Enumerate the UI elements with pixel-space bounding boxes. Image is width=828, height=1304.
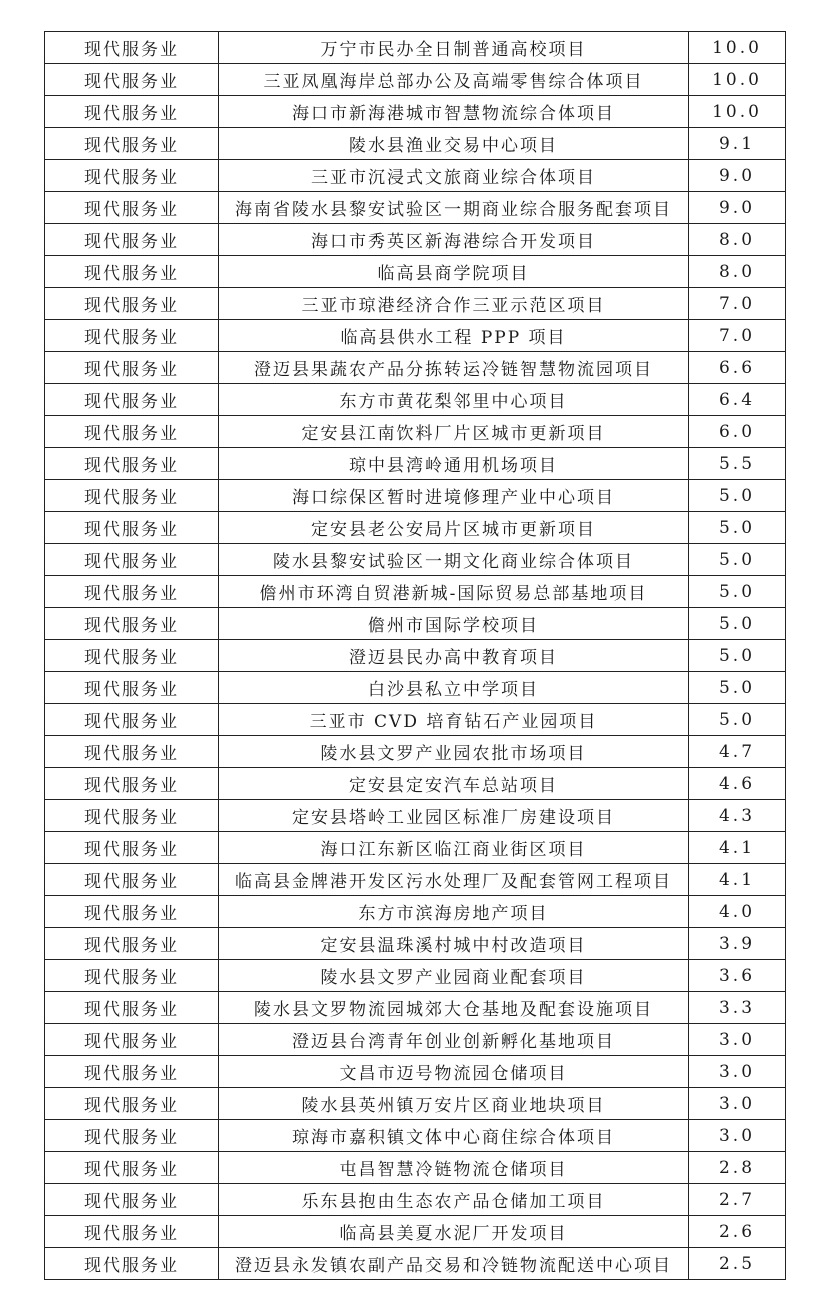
amount-cell: 7.0 — [689, 288, 786, 320]
document-page — [44, 31, 785, 1280]
project-name-cell: 三亚市沉浸式文旅商业综合体项目 — [219, 160, 689, 192]
project-name-cell: 文昌市迈号物流园仓储项目 — [219, 1056, 689, 1088]
table-row — [45, 288, 786, 320]
project-name-cell: 海口江东新区临江商业街区项目 — [219, 832, 689, 864]
project-name-cell: 澄迈县果蔬农产品分拣转运冷链智慧物流园项目 — [219, 352, 689, 384]
table-row — [45, 1248, 786, 1280]
table-row — [45, 704, 786, 736]
category-cell: 现代服务业 — [45, 64, 219, 96]
table-row — [45, 1184, 786, 1216]
category-cell: 现代服务业 — [45, 1088, 219, 1120]
table-row — [45, 160, 786, 192]
project-name-cell: 陵水县文罗产业园商业配套项目 — [219, 960, 689, 992]
table-row — [45, 1216, 786, 1248]
category-cell: 现代服务业 — [45, 1184, 219, 1216]
category-cell: 现代服务业 — [45, 704, 219, 736]
table-row — [45, 864, 786, 896]
table-row — [45, 416, 786, 448]
amount-cell: 3.9 — [689, 928, 786, 960]
category-cell: 现代服务业 — [45, 480, 219, 512]
table-row — [45, 576, 786, 608]
amount-cell: 5.0 — [689, 672, 786, 704]
amount-cell: 5.0 — [689, 480, 786, 512]
amount-cell: 6.4 — [689, 384, 786, 416]
table-row — [45, 96, 786, 128]
amount-cell: 8.0 — [689, 224, 786, 256]
project-name-cell: 陵水县渔业交易中心项目 — [219, 128, 689, 160]
table-row — [45, 1056, 786, 1088]
category-cell: 现代服务业 — [45, 512, 219, 544]
table-row — [45, 192, 786, 224]
table-row — [45, 672, 786, 704]
amount-cell: 9.1 — [689, 128, 786, 160]
amount-cell: 3.0 — [689, 1056, 786, 1088]
table-row — [45, 1024, 786, 1056]
category-cell: 现代服务业 — [45, 864, 219, 896]
table-row — [45, 32, 786, 64]
amount-cell: 10.0 — [689, 64, 786, 96]
project-name-cell: 陵水县黎安试验区一期文化商业综合体项目 — [219, 544, 689, 576]
table-row — [45, 800, 786, 832]
project-name-cell: 乐东县抱由生态农产品仓储加工项目 — [219, 1184, 689, 1216]
category-cell: 现代服务业 — [45, 896, 219, 928]
project-name-cell: 澄迈县民办高中教育项目 — [219, 640, 689, 672]
amount-cell: 4.6 — [689, 768, 786, 800]
amount-cell: 4.1 — [689, 864, 786, 896]
category-cell: 现代服务业 — [45, 672, 219, 704]
project-name-cell: 定安县温珠溪村城中村改造项目 — [219, 928, 689, 960]
amount-cell: 3.6 — [689, 960, 786, 992]
category-cell: 现代服务业 — [45, 1024, 219, 1056]
project-name-cell: 定安县定安汽车总站项目 — [219, 768, 689, 800]
project-name-cell: 三亚市琼港经济合作三亚示范区项目 — [219, 288, 689, 320]
category-cell: 现代服务业 — [45, 800, 219, 832]
category-cell: 现代服务业 — [45, 1056, 219, 1088]
amount-cell: 4.1 — [689, 832, 786, 864]
table-row — [45, 384, 786, 416]
category-cell: 现代服务业 — [45, 288, 219, 320]
category-cell: 现代服务业 — [45, 384, 219, 416]
category-cell: 现代服务业 — [45, 224, 219, 256]
category-cell: 现代服务业 — [45, 32, 219, 64]
project-name-cell: 定安县江南饮料厂片区城市更新项目 — [219, 416, 689, 448]
project-name-cell: 儋州市环湾自贸港新城-国际贸易总部基地项目 — [219, 576, 689, 608]
amount-cell: 4.3 — [689, 800, 786, 832]
category-cell: 现代服务业 — [45, 960, 219, 992]
amount-cell: 10.0 — [689, 96, 786, 128]
project-name-cell: 东方市黄花梨邻里中心项目 — [219, 384, 689, 416]
table-row — [45, 832, 786, 864]
table-row — [45, 512, 786, 544]
category-cell: 现代服务业 — [45, 576, 219, 608]
category-cell: 现代服务业 — [45, 192, 219, 224]
amount-cell: 5.0 — [689, 704, 786, 736]
table-row — [45, 224, 786, 256]
table-row — [45, 928, 786, 960]
amount-cell: 6.0 — [689, 416, 786, 448]
project-name-cell: 澄迈县永发镇农副产品交易和冷链物流配送中心项目 — [219, 1248, 689, 1280]
table-row — [45, 128, 786, 160]
project-name-cell: 琼海市嘉积镇文体中心商住综合体项目 — [219, 1120, 689, 1152]
amount-cell: 5.0 — [689, 608, 786, 640]
project-name-cell: 东方市滨海房地产项目 — [219, 896, 689, 928]
project-name-cell: 海南省陵水县黎安试验区一期商业综合服务配套项目 — [219, 192, 689, 224]
amount-cell: 5.0 — [689, 640, 786, 672]
project-name-cell: 临高县金牌港开发区污水处理厂及配套管网工程项目 — [219, 864, 689, 896]
table-row — [45, 1120, 786, 1152]
table-row — [45, 640, 786, 672]
amount-cell: 2.5 — [689, 1248, 786, 1280]
category-cell: 现代服务业 — [45, 320, 219, 352]
category-cell: 现代服务业 — [45, 992, 219, 1024]
project-name-cell: 陵水县文罗物流园城郊大仓基地及配套设施项目 — [219, 992, 689, 1024]
amount-cell: 5.0 — [689, 512, 786, 544]
table-row — [45, 544, 786, 576]
amount-cell: 3.0 — [689, 1120, 786, 1152]
category-cell: 现代服务业 — [45, 128, 219, 160]
project-name-cell: 临高县商学院项目 — [219, 256, 689, 288]
table-row — [45, 320, 786, 352]
table-row — [45, 608, 786, 640]
amount-cell: 8.0 — [689, 256, 786, 288]
project-name-cell: 陵水县英州镇万安片区商业地块项目 — [219, 1088, 689, 1120]
amount-cell: 3.3 — [689, 992, 786, 1024]
category-cell: 现代服务业 — [45, 416, 219, 448]
table-row — [45, 1152, 786, 1184]
category-cell: 现代服务业 — [45, 1248, 219, 1280]
amount-cell: 10.0 — [689, 32, 786, 64]
table-row — [45, 64, 786, 96]
category-cell: 现代服务业 — [45, 832, 219, 864]
category-cell: 现代服务业 — [45, 256, 219, 288]
category-cell: 现代服务业 — [45, 928, 219, 960]
category-cell: 现代服务业 — [45, 448, 219, 480]
category-cell: 现代服务业 — [45, 1120, 219, 1152]
project-name-cell: 白沙县私立中学项目 — [219, 672, 689, 704]
category-cell: 现代服务业 — [45, 640, 219, 672]
project-name-cell: 琼中县湾岭通用机场项目 — [219, 448, 689, 480]
project-name-cell: 陵水县文罗产业园农批市场项目 — [219, 736, 689, 768]
category-cell: 现代服务业 — [45, 736, 219, 768]
amount-cell: 4.7 — [689, 736, 786, 768]
amount-cell: 2.7 — [689, 1184, 786, 1216]
project-name-cell: 屯昌智慧冷链物流仓储项目 — [219, 1152, 689, 1184]
amount-cell: 9.0 — [689, 160, 786, 192]
amount-cell: 4.0 — [689, 896, 786, 928]
amount-cell: 3.0 — [689, 1024, 786, 1056]
project-name-cell: 三亚市 CVD 培育钻石产业园项目 — [219, 704, 689, 736]
amount-cell: 5.0 — [689, 544, 786, 576]
amount-cell: 5.5 — [689, 448, 786, 480]
category-cell: 现代服务业 — [45, 96, 219, 128]
table-row — [45, 896, 786, 928]
amount-cell: 7.0 — [689, 320, 786, 352]
category-cell: 现代服务业 — [45, 352, 219, 384]
amount-cell: 2.8 — [689, 1152, 786, 1184]
amount-cell: 5.0 — [689, 576, 786, 608]
project-name-cell: 临高县美夏水泥厂开发项目 — [219, 1216, 689, 1248]
amount-cell: 6.6 — [689, 352, 786, 384]
table-row — [45, 736, 786, 768]
project-name-cell: 万宁市民办全日制普通高校项目 — [219, 32, 689, 64]
project-name-cell: 海口市新海港城市智慧物流综合体项目 — [219, 96, 689, 128]
table-row — [45, 256, 786, 288]
table-row — [45, 960, 786, 992]
project-name-cell: 定安县塔岭工业园区标准厂房建设项目 — [219, 800, 689, 832]
category-cell: 现代服务业 — [45, 608, 219, 640]
project-name-cell: 海口综保区暂时进境修理产业中心项目 — [219, 480, 689, 512]
project-name-cell: 儋州市国际学校项目 — [219, 608, 689, 640]
project-name-cell: 临高县供水工程 PPP 项目 — [219, 320, 689, 352]
amount-cell: 3.0 — [689, 1088, 786, 1120]
category-cell: 现代服务业 — [45, 1216, 219, 1248]
table-row — [45, 352, 786, 384]
project-name-cell: 定安县老公安局片区城市更新项目 — [219, 512, 689, 544]
category-cell: 现代服务业 — [45, 768, 219, 800]
category-cell: 现代服务业 — [45, 544, 219, 576]
table-row — [45, 448, 786, 480]
project-table — [44, 31, 786, 1280]
project-name-cell: 海口市秀英区新海港综合开发项目 — [219, 224, 689, 256]
table-row — [45, 992, 786, 1024]
table-row — [45, 480, 786, 512]
amount-cell: 9.0 — [689, 192, 786, 224]
table-row — [45, 768, 786, 800]
category-cell: 现代服务业 — [45, 160, 219, 192]
table-row — [45, 1088, 786, 1120]
table-body — [45, 32, 786, 1280]
category-cell: 现代服务业 — [45, 1152, 219, 1184]
project-name-cell: 三亚凤凰海岸总部办公及高端零售综合体项目 — [219, 64, 689, 96]
project-name-cell: 澄迈县台湾青年创业创新孵化基地项目 — [219, 1024, 689, 1056]
amount-cell: 2.6 — [689, 1216, 786, 1248]
